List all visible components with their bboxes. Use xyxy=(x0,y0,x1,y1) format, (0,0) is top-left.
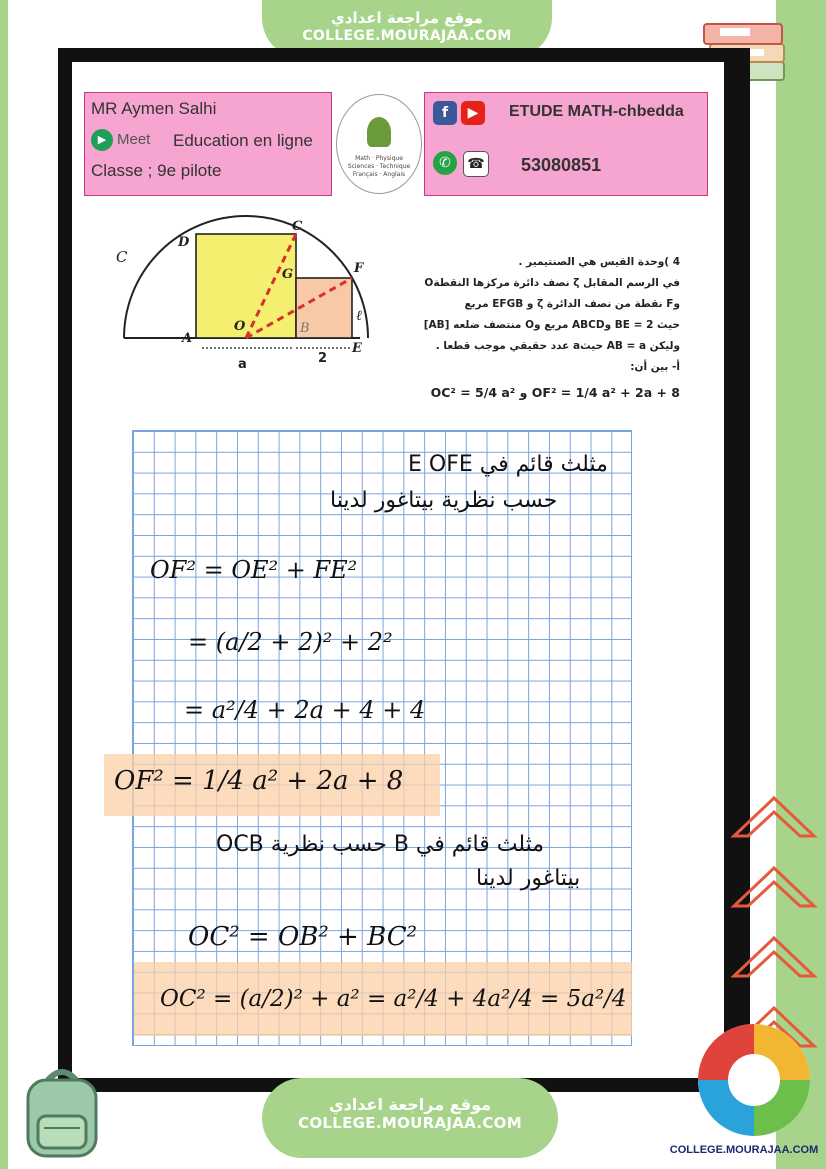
phone-icon[interactable]: ☎ xyxy=(463,151,489,177)
meet-icon: ▶ xyxy=(91,129,113,151)
problem-statement xyxy=(390,252,680,403)
geometry-diagram xyxy=(110,208,372,378)
site-logo-wheel-icon xyxy=(694,1020,814,1140)
contact-box xyxy=(424,92,708,196)
site-logo-text: COLLEGE.MOURAJAA.COM xyxy=(669,1144,819,1156)
school-seal-logo: Math · Physique Sciences · Technique Français · Anglais xyxy=(336,94,422,194)
phone-number: 53080851 xyxy=(521,155,602,175)
label-d: D xyxy=(178,235,190,250)
problem-line: وF نقطة من نصف الدائرة ζ و EFGB مربع xyxy=(464,298,680,310)
whatsapp-icon[interactable]: ✆ xyxy=(433,151,457,175)
label-e: E xyxy=(352,341,362,356)
graph-paper-solution xyxy=(132,430,632,1046)
facebook-icon[interactable]: f xyxy=(433,101,457,125)
site-url[interactable]: COLLEGE.MOURAJAA.COM xyxy=(302,28,512,44)
youtube-icon[interactable]: ▶ xyxy=(461,101,485,125)
label-a: A xyxy=(182,331,193,346)
problem-line: حيث BE = 2 وABCD مربع وO منتصف ضلعه [AB] xyxy=(423,319,680,331)
equation-oc2-pythagoras: OC² = OB² + BC² xyxy=(188,922,418,952)
label-length-a: a xyxy=(238,357,247,372)
equation-of2-substitution: = (a/2 + 2)² + 2² xyxy=(188,628,393,656)
site-banner-bottom[interactable] xyxy=(262,1078,558,1158)
problem-formula: OC² = 5/4 a² و OF² = 1/4 a² + 2a + 8 xyxy=(430,385,680,400)
label-c: C xyxy=(292,219,303,234)
page-name: ETUDE MATH-chbedda xyxy=(509,103,684,120)
worksheet-header xyxy=(84,92,708,196)
equation-of2-expanded: = a²/4 + 2a + 4 + 4 xyxy=(184,696,426,724)
site-url[interactable]: COLLEGE.MOURAJAA.COM xyxy=(298,1114,522,1132)
teacher-name: MR Aymen Salhi xyxy=(91,99,217,118)
label-b: B xyxy=(300,321,310,336)
backpack-icon xyxy=(14,1062,110,1162)
equation-of2-result: OF² = 1/4 a² + 2a + 8 xyxy=(114,766,404,796)
solution-text-line1: مثلث قائم في E OFE xyxy=(408,452,608,477)
equation-of2-pythagoras: OF² = OE² + FE² xyxy=(150,556,358,584)
teacher-info-box xyxy=(84,92,332,196)
solution-text-line3: مثلث قائم في B حسب نظرية OCB xyxy=(216,832,545,857)
problem-line: في الرسم المقابل ζ نصف دائرة مركزها النقطةO xyxy=(424,277,680,289)
solution-text-line2: حسب نظرية بيتاغور لدينا xyxy=(330,488,558,513)
platform-name: Education en ligne xyxy=(173,131,313,150)
class-name: Classe ; 9e pilote xyxy=(91,161,222,180)
problem-line: 4 )وحدة القيس هي الصنتيمير . xyxy=(518,256,680,268)
tree-icon xyxy=(367,117,391,147)
equation-oc2-result: OC² = (a/2)² + a² = a²/4 + 4a²/4 = 5a²/4 xyxy=(160,986,627,1012)
label-curve-c: C xyxy=(116,248,128,266)
label-f: F xyxy=(354,261,364,276)
problem-line: أ- بين أن: xyxy=(630,361,680,373)
label-length-2: 2 xyxy=(318,351,328,366)
site-name-ar: موقع مراجعة اعدادي xyxy=(328,1095,492,1114)
label-zeta: ℓ xyxy=(356,308,362,324)
label-g: G xyxy=(282,267,294,282)
site-name-ar: موقع مراجعة اعدادي xyxy=(331,9,483,27)
solution-text-line4: بيتاغور لدينا xyxy=(476,866,581,891)
label-o: O xyxy=(234,319,246,334)
problem-line: وليكن AB = a حيثa عدد حقيقي موجب قطعا . xyxy=(435,340,680,352)
meet-label: Meet xyxy=(117,131,151,148)
